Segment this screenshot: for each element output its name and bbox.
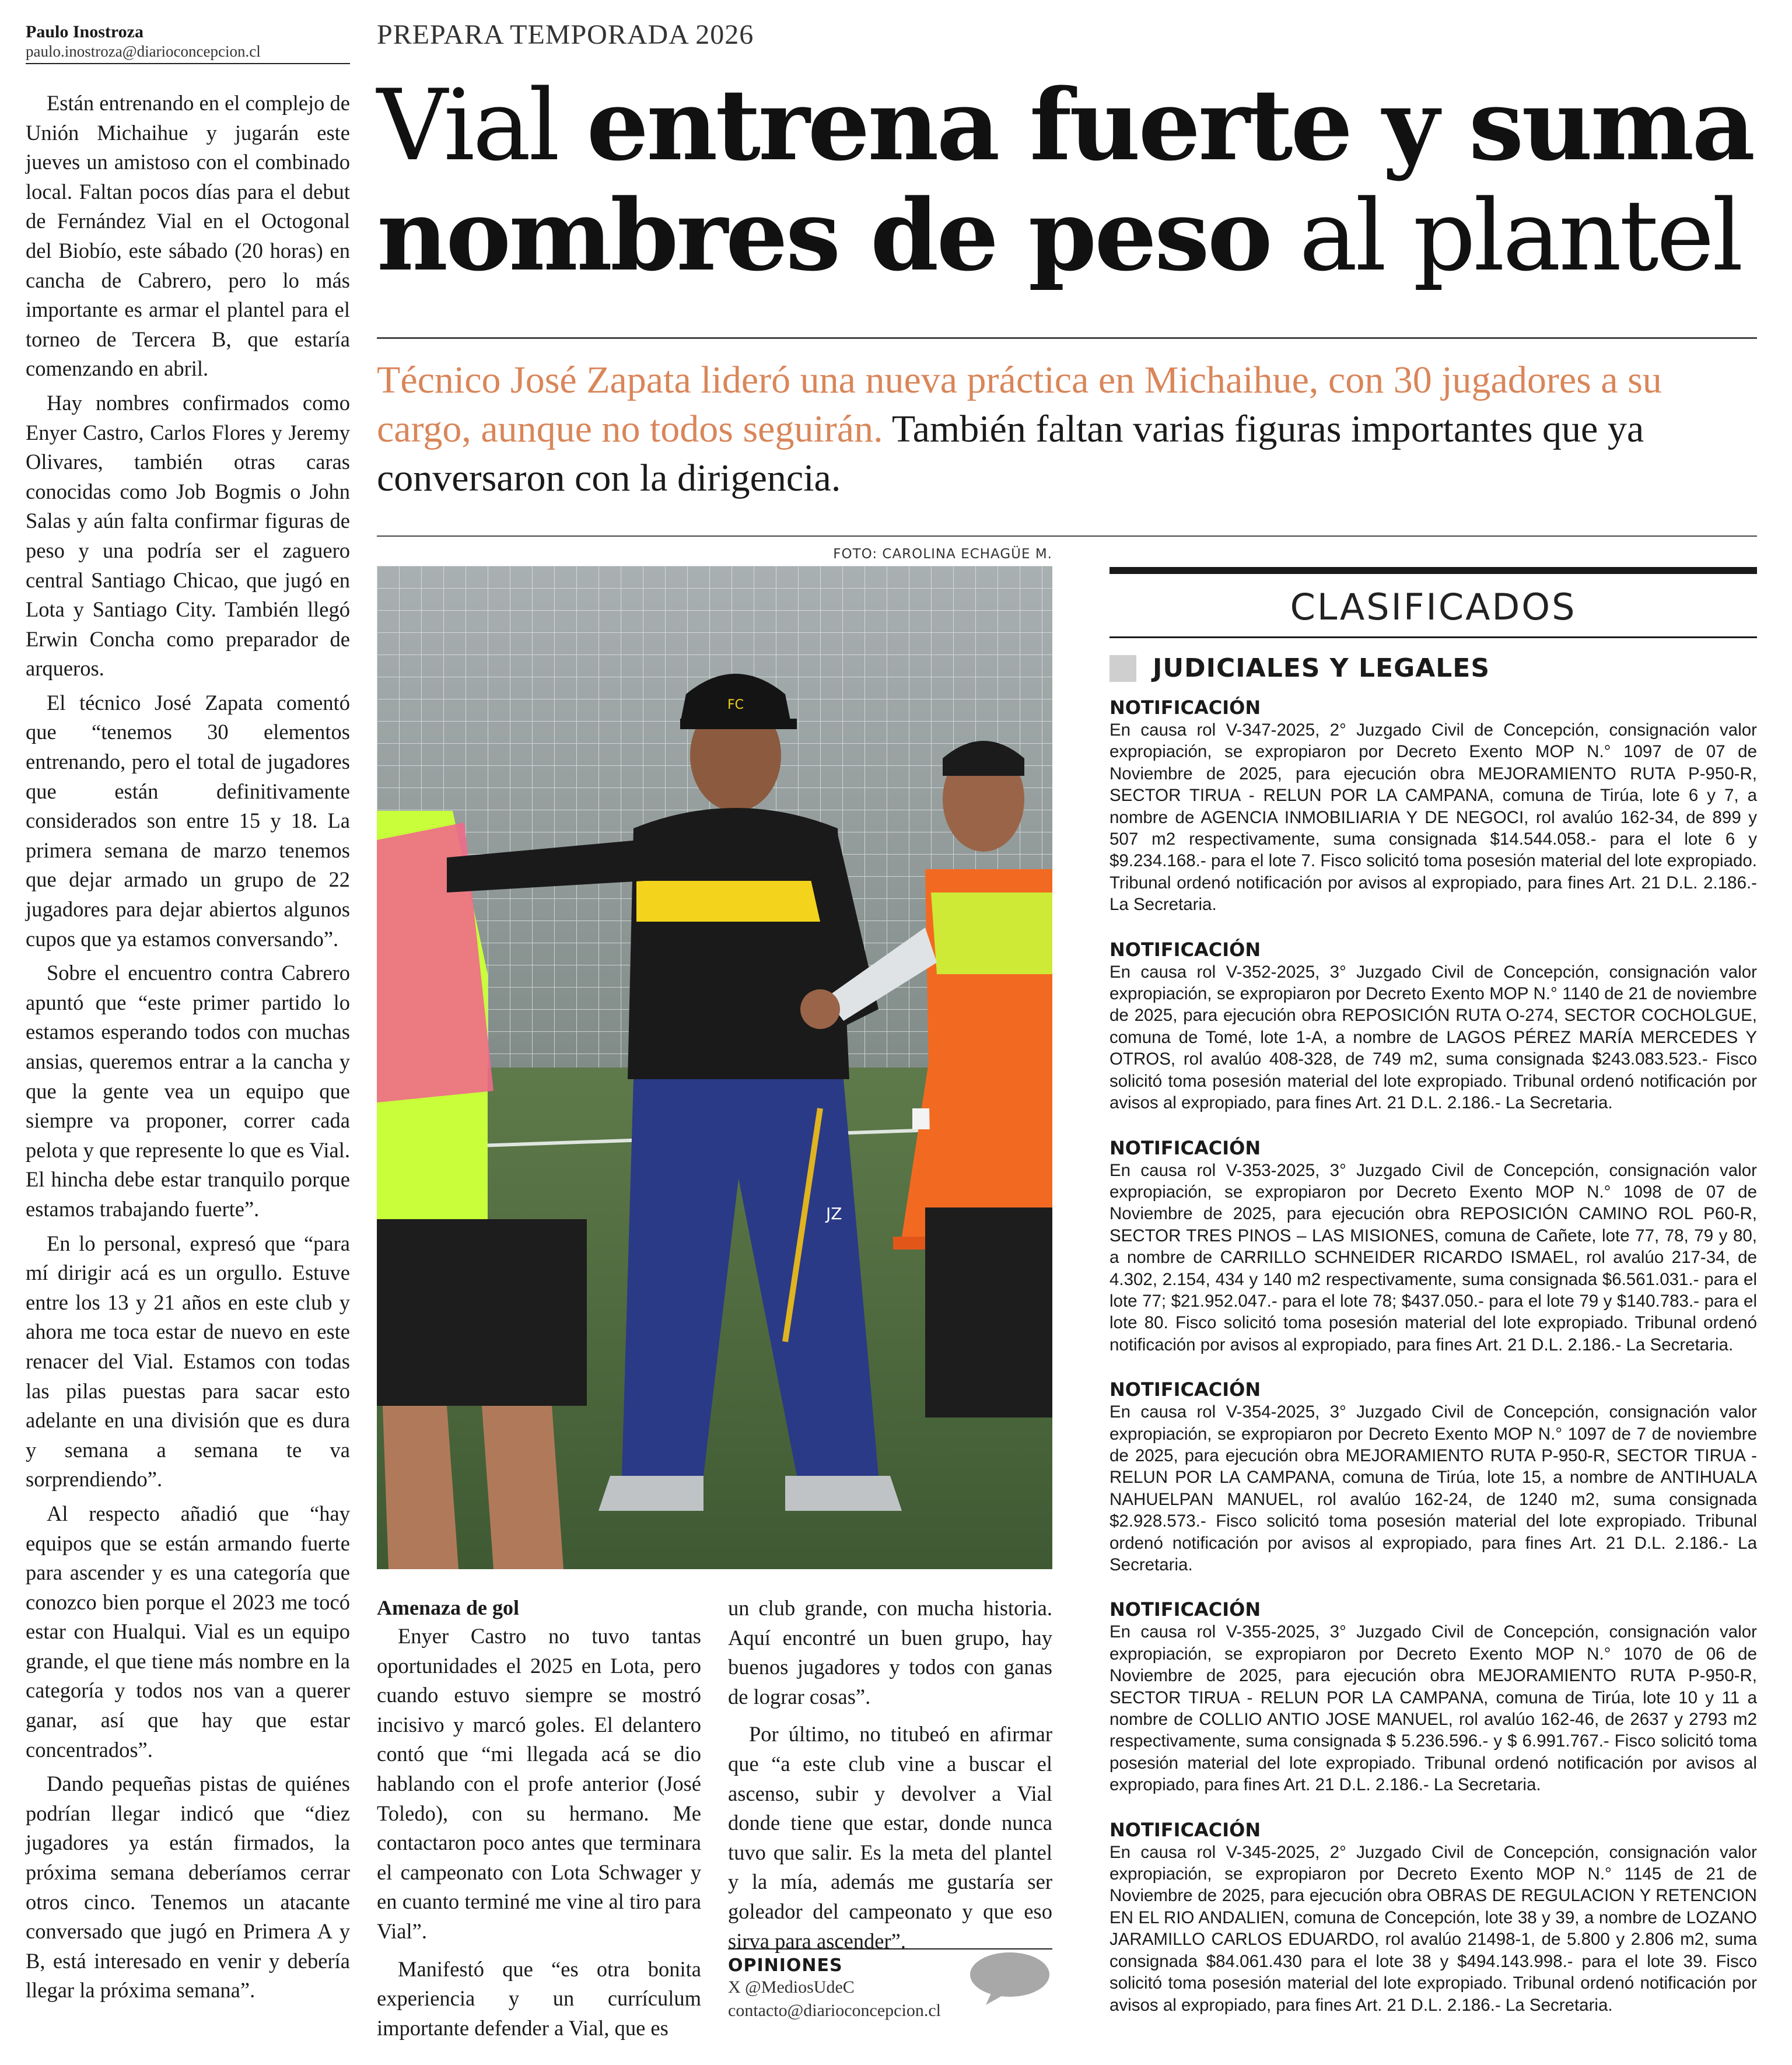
classifieds-top-bar (1110, 567, 1757, 574)
paragraph: Al respecto añadió que “hay equipos que se están armando fuerte para ascender y es una categoría que conozco bien porque el 2023 me tocó estar con Hualqui. Vial es un equipo grande, el que tiene más nombre en la categoría y todos nos van a querer ganar, así que hay que estar concentrados”. (26, 1501, 350, 1762)
notice (1110, 1378, 1757, 1576)
author-name: Paulo Inostroza (26, 22, 144, 41)
article-photo (377, 566, 1052, 1569)
paragraph: El técnico José Zapata comentó que “tenemos 30 elementos entrenando, pero el total de jugadores que están definitivamente considerados son entre 15 y 18. La primera semana de marzo tenemos que dejar armado un grupo de 22 jugadores para dejar abiertos algunos cupos que ya estamos conversando”. (26, 690, 350, 951)
opiniones-title: OPINIONES (728, 1955, 843, 1976)
headline (377, 67, 1765, 293)
notice-title: NOTIFICACIÓN (1110, 1136, 1261, 1159)
left-column (26, 22, 350, 2006)
pants-text: JZ (826, 1204, 842, 1223)
headline-part-3: nombres de peso (377, 177, 1270, 293)
photo-credit: FOTO: CAROLINA ECHAGÜE M. (833, 547, 1052, 562)
paragraph: un club grande, con mucha historia. Aquí encontré un buen grupo, hay buenos jugadores y todos con ganas de lograr cosas”. (728, 1596, 1052, 1709)
mid-column-b (728, 1594, 1052, 1956)
paragraph: Hay nombres confirmados como Enyer Castro, Carlos Flores y Jeremy Olivares, también otras caras conocidas como Job Bogmis o John Salas y aún falta confirmar figuras de peso y una podría ser el zaguero central Santiago Chicao, que jugó en Lota y Santiago City. También llegó Erwin Concha como preparador de arqueros. (26, 390, 350, 681)
deck-rest: También faltan varias figuras importantes que ya conversaron con la dirigencia. (377, 408, 1644, 499)
cap-text: FC (727, 698, 744, 712)
notice (1110, 1598, 1757, 1796)
classifieds (1110, 567, 1757, 2038)
notice-title: NOTIFICACIÓN (1110, 1598, 1261, 1621)
mid-article-body-b (728, 1594, 1052, 1956)
kicker: PREPARA TEMPORADA 2026 (377, 19, 754, 50)
author-email[interactable]: paulo.inostroza@diarioconcepcion.cl (26, 42, 350, 64)
paragraph: Por último, no titubeó en afirmar que “a este club vine a buscar el ascenso, subir y devolver a Vial donde tiene que estar, donde nunca tuvo que salir. Es la meta del plantel y la mía, además me gustaría ser goleador del campeonato y que eso sirva para ascender”. (728, 1722, 1052, 1953)
headline-part-1: Vial (377, 68, 587, 183)
headline-part-4: al plantel (1270, 178, 1741, 293)
notice-text: En causa rol V-352-2025, 3° Juzgado Civil de Concepción, consignación valor expropiación, se expropiaron por Decreto Exento MOP N.° 1140 de 21 de noviembre de 2025, para ejecución obra REPOSICIÓN RUTA O-274, SECTOR COCHOLGUE, comuna de Tomé, lote 1-A, a nombre de LAGOS PÉREZ MARÍA MERCEDES Y OTROS, rol avalúo 408-328, de 749 m2, suma consignada $243.083.523.- Fisco solicitó toma posesión material del lote expropiado. Tribunal ordenó notificación por avisos al expropiado, para fines Art. 21 D.L. 2.186.- La Secretaria. (1110, 962, 1757, 1113)
section-header (1110, 653, 1757, 683)
classifieds-divider (1110, 636, 1757, 638)
notice-title: NOTIFICACIÓN (1110, 1378, 1261, 1401)
opiniones-email[interactable]: contacto@diarioconcepcion.cl (728, 2001, 941, 2020)
section-label: JUDICIALES Y LEGALES (1153, 653, 1490, 683)
paragraph: En lo personal, expresó que “para mí dirigir acá es un orgullo. Estuve entre los 13 y 21 años en este club y ahora me toca estar de nuevo en este renacer del Vial. Estamos con todas las pilas puestas para sacar esto adelante en una división que es dura y semana a semana te va sorprendiendo”. (26, 1231, 350, 1492)
deck (377, 356, 1765, 503)
notice (1110, 938, 1757, 1114)
mid-article-body-a (377, 1622, 701, 2043)
notice-title: NOTIFICACIÓN (1110, 696, 1261, 719)
headline-divider (377, 337, 1757, 339)
deck-accent: Técnico José Zapata lideró una nueva práctica en Michaihue, con 30 jugadores a su cargo, aunque no todos seguirán. (377, 359, 1662, 450)
notice-text: En causa rol V-347-2025, 2° Juzgado Civil de Concepción, consignación valor expropiación, se expropiaron por Decreto Exento MOP N.° 1097 de 07 de Noviembre de 2025, para ejecución obra MEJORAMIENTO RUTA P-950-R, SECTOR TIRUA - RELUN POR LA CAMPANA, comuna de Tirúa, lote 6 y 7, a nombre de AGENCIA INMOBILIARIA Y DE NEGOCI, rol avalúo 162-34, de 899 y 507 m2 respectivamente, suma consignada $14.544.058.- para el lote 6 y $9.234.168.- para el lote 7. Fisco solicitó toma posesión material del lote expropiado. Tribunal ordenó notificación por avisos al expropiado, para fines Art. 21 D.L. 2.186.- La Secretaria. (1110, 720, 1757, 915)
paragraph: Sobre el encuentro contra Cabrero apuntó que “este primer partido lo estamos esperando todos con muchas ansias, queremos entrar a la cancha y que la gente vea un equipo que siempre va proponer, correr cada pelota y que represente lo que es Vial. El hincha debe estar tranquilo porque estamos trabajando fuerte”. (26, 961, 350, 1221)
notice (1110, 1818, 1757, 2016)
notice-text: En causa rol V-355-2025, 3° Juzgado Civil de Concepción, consignación valor expropiación, se expropiaron por Decreto Exento MOP N.° 1070 de 06 de Noviembre de 2025, para ejecución obra MEJORAMIENTO RUTA P-950-R, SECTOR TIRUA - RELUN POR LA CAMPANA, comuna de Tirúa, lote 10 y 11 a nombre de COLLIO ANTIO JOSE MANUEL, rol avalúo 162-46, de 2637 y 2793 m2 respectivamente, suma consignada $ 5.236.596.- y $ 6.991.767.- Fisco solicitó toma posesión material del lote expropiado. Tribunal ordenó notificación por avisos al expropiado, para fines Art. 21 D.L. 2.186.- La Secretaria. (1110, 1622, 1757, 1795)
deck-divider (377, 536, 1757, 537)
mid-column-a (377, 1594, 701, 2043)
notice-text: En causa rol V-354-2025, 3° Juzgado Civil de Concepción, consignación valor expropiación, se expropiaron por Decreto Exento MOP N.° 1097 de 7 de noviembre de 2025, para ejecución obra MEJORAMIENTO RUTA P-950-R, SECTOR TIRUA - RELUN POR LA CAMPANA, comuna de Tirúa, lote 15, a nombre de ANTIHUALA NAHUELPAN MANUEL, rol avalúo 162-24, de 1240 m2, suma consignada $2.928.573.- Fisco solicitó toma posesión material del lote expropiado. Tribunal ordenó notificación por avisos al expropiado, para fines Art. 21 D.L. 2.186.- La Secretaria. (1110, 1402, 1757, 1574)
subhead: Amenaza de gol (377, 1596, 519, 1619)
speech-bubble-icon (968, 1951, 1051, 2005)
notice (1110, 696, 1757, 916)
notice-text: En causa rol V-345-2025, 2° Juzgado Civil de Concepción, consignación valor expropiación, se expropiaron por Decreto Exento MOP N.° 1145 de 21 de Noviembre de 2025, para ejecución obra OBRAS DE REGULACION Y RETENCION EN EL RIO ANDALIEN, comuna de Concepción, lote 38 y 39, a nombre de LOZANO JARAMILLO CARLOS EDUARDO, rol avalúo 21498-1, de 5.800 y 2.806 m2, suma consignada $84.061.430 para el lote 38 y $494.143.998.- para el lote 39. Fisco solicitó toma posesión material del lote expropiado. Tribunal ordenó notificación por avisos al expropiado, para fines Art. 21 D.L. 2.186.- La Secretaria. (1110, 1842, 1757, 2015)
opiniones-handle[interactable]: X @MediosUdeC (728, 1978, 855, 1997)
paragraph: Están entrenando en el complejo de Unión Michaihue y jugarán este jueves un amistoso con el combinado local. Faltan pocos días para el debut de Fernández Vial en el Octogonal del Biobío, este sábado (20 horas) en cancha de Cabrero, pero lo más importante es armar el plantel para el torneo de Tercera B, que estaría comenzando en abril. (26, 91, 350, 381)
left-article-body (26, 89, 350, 2006)
classifieds-title: CLASIFICADOS (1290, 586, 1577, 628)
notice-title: NOTIFICACIÓN (1110, 1818, 1261, 1841)
headline-part-2: entrena fuerte y suma (586, 67, 1754, 183)
square-icon (1110, 655, 1136, 682)
notice (1110, 1136, 1757, 1356)
notice-title: NOTIFICACIÓN (1110, 938, 1261, 961)
paragraph: Enyer Castro no tuvo tantas oportunidades el 2025 en Lota, pero cuando estuvo siempre se mostró incisivo y marcó goles. El delantero contó que “mi llegada acá se dio hablando con el profe anterior (José Toledo), con su hermano. Me contactaron poco antes que terminara el campeonato con Lota Schwager y en cuanto terminé me vine al tiro para Vial”. (377, 1624, 701, 1943)
paragraph: Manifestó que “es otra bonita experiencia y un currículum importante defender a Vial, que es (377, 1957, 701, 2040)
notice-text: En causa rol V-353-2025, 3° Juzgado Civil de Concepción, consignación valor expropiación, se expropiaron por Decreto Exento MOP N.° 1098 de 07 de Noviembre de 2025, para ejecución obra REPOSICIÓN CAMINO ROL P60-R, SECTOR TRES PINOS – LAS MISIONES, comuna de Cañete, lote 77, 78, 79 y 80, a nombre de CARRILLO SCHNEIDER RICARDO ISMAEL, rol avalúo 217-34, de 4.302, 2.154, 434 y 140 m2 respectivamente, suma consignada $6.561.031.- para el lote 77; $21.952.047.- para el lote 78; $437.050.- para el lote 79 y $140.783.- para el lote 80. Fisco solicitó toma posesión material del lote expropiado. Tribunal ordenó notificación por avisos al expropiado, para fines Art. 21 D.L. 2.186.- La Secretaria. (1110, 1160, 1757, 1354)
paragraph: Dando pequeñas pistas de quiénes podrían llegar indicó que “diez jugadores ya están firmados, la próxima semana deberíamos cerrar otros cinco. Tenemos un atacante conversado que jugó en Primera A y B, está interesado en venir y debería llegar la próxima semana”. (26, 1772, 350, 2003)
